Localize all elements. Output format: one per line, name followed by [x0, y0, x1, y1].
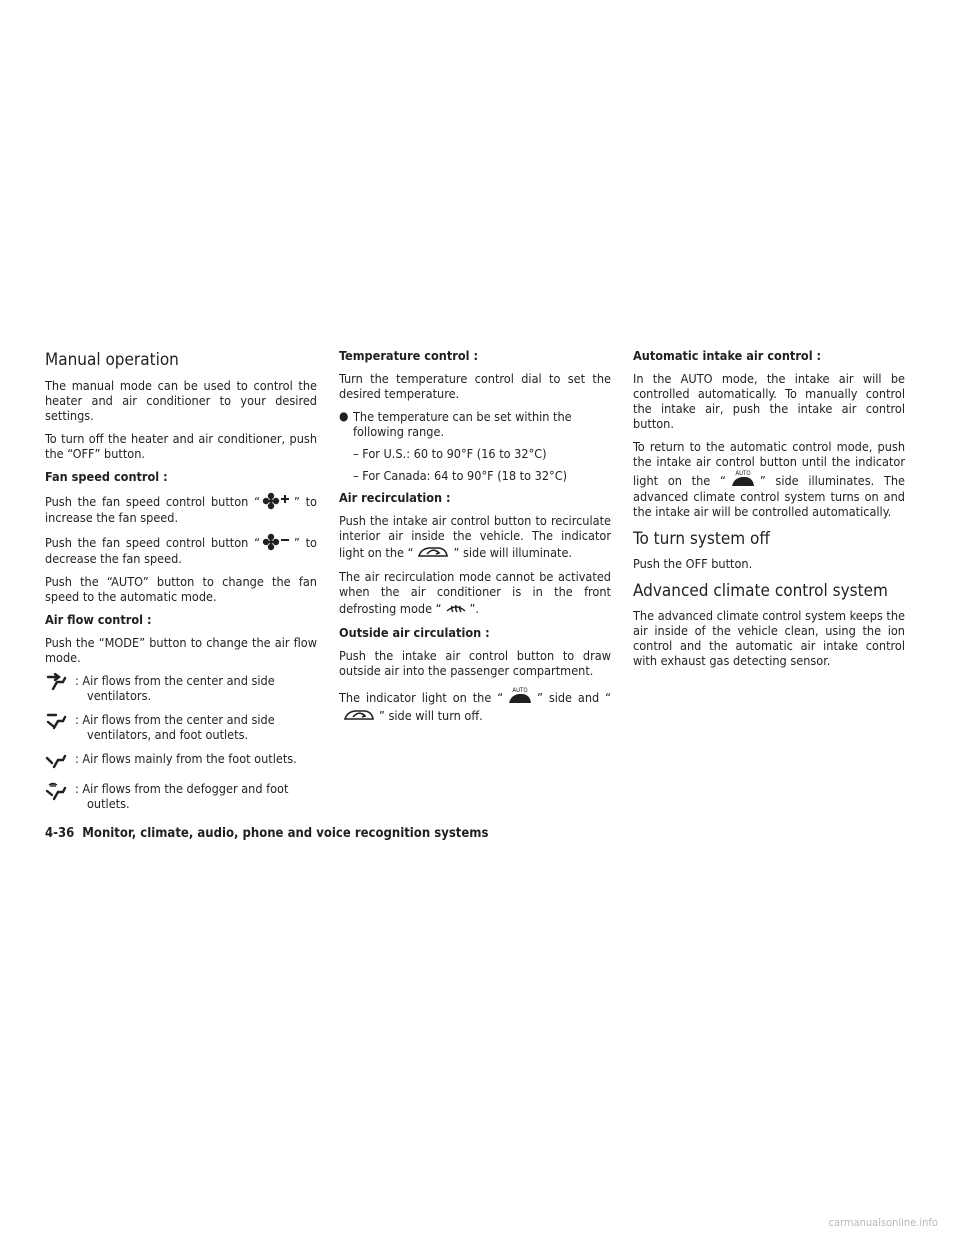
auto-intake-text: In the AUTO mode, the intake air will be controlled automatically. To manually control the intake air, push the intake air control button.: [633, 371, 905, 431]
advanced-climate-heading: Advanced climate control system: [633, 581, 888, 601]
manual-operation-heading: Manual operation: [45, 350, 179, 370]
vent-face-icon: [45, 673, 69, 691]
section-title: Monitor, climate, audio, phone and voice recognition systems: [82, 826, 489, 841]
column-2: [339, 348, 611, 732]
column-3: [633, 348, 905, 676]
recirculation-defrost-text: The air recirculation mode cannot be activated when the air conditioner is in the front defrosting mode “ ”.: [339, 569, 611, 616]
temperature-bullet: ● The temperature can be set within the following range.: [339, 409, 572, 439]
fan-speed-heading: Fan speed control :: [45, 469, 168, 484]
recirculation-icon: [415, 543, 451, 561]
mode-bilevel: : Air flows from the center and side ventilators, and foot outlets.: [45, 712, 317, 742]
svg-text:AUTO: AUTO: [735, 470, 751, 477]
mode-foot: : Air flows mainly from the foot outlets.: [45, 751, 317, 772]
temperature-heading: Temperature control :: [339, 348, 478, 363]
fan-increase-text: Push the fan speed control button “ ” to increase the fan speed.: [45, 494, 317, 525]
advanced-climate-text: The advanced climate control system keeps the air inside of the vehicle clean, using the ion control and the automatic air intake control with exhaust gas detecting sensor.: [633, 608, 905, 668]
outside-air-heading: Outside air circulation :: [339, 625, 490, 640]
recirculation-text: Push the intake air control button to recirculate interior air inside the vehicle. The indicator light on the “ ” side will illuminate.: [339, 513, 611, 560]
recirculation-icon: [341, 706, 377, 724]
temperature-text: Turn the temperature control dial to set the desired temperature.: [339, 371, 611, 401]
vent-bilevel-icon: [45, 712, 69, 730]
mode-face: : Air flows from the center and side ventilators.: [45, 673, 317, 703]
off-instruction: To turn off the heater and air conditioner, push the “OFF” button.: [45, 431, 317, 461]
auto-intake-heading: Automatic intake air control :: [633, 348, 822, 363]
front-defrost-icon: [444, 599, 468, 617]
fan-auto-text: Push the “AUTO” button to change the fan speed to the automatic mode.: [45, 574, 317, 604]
outside-air-text: Push the intake air control button to draw outside air into the passenger compartment.: [339, 648, 611, 678]
mode-defrost-foot: : Air flows from the defogger and foot outlets.: [45, 781, 317, 811]
svg-text:AUTO: AUTO: [512, 687, 528, 694]
fan-minus-icon: [262, 533, 292, 551]
auto-intake-icon: [505, 686, 535, 706]
airflow-heading: Air flow control :: [45, 612, 152, 627]
page-footer: [45, 826, 488, 841]
column-1: [45, 348, 317, 820]
recirculation-heading: Air recirculation :: [339, 490, 451, 505]
auto-return-text: To return to the automatic control mode, push the intake air control button until the indicator light on the “ AUTO ” side illuminates. The advanced climate control system turns on and the intake air will be controlled automatically.: [633, 439, 905, 519]
manual-intro: The manual mode can be used to control the heater and air conditioner to your desired settings.: [45, 378, 317, 423]
outside-air-indicator-text: The indicator light on the “ AUTO ” side and “ ” side will turn off.: [339, 687, 611, 723]
fan-decrease-text: Push the fan speed control button “ ” to decrease the fan speed.: [45, 535, 317, 566]
vent-foot-icon: [45, 751, 69, 769]
range-us: – For U.S.: 60 to 90°F (16 to 32°C): [353, 446, 547, 461]
vent-defrost-foot-icon: [45, 781, 69, 801]
auto-intake-icon: [728, 469, 758, 489]
fan-plus-icon: [262, 492, 292, 510]
range-canada: – For Canada: 64 to 90°F (18 to 32°C): [353, 468, 568, 483]
turn-off-text: Push the OFF button.: [633, 556, 753, 571]
turn-off-heading: To turn system off: [633, 529, 770, 549]
airflow-text: Push the “MODE” button to change the air flow mode.: [45, 635, 317, 665]
watermark: carmanualsonline.info: [828, 1216, 938, 1229]
bullet-icon: ●: [339, 409, 349, 423]
page-number: 4-36: [45, 826, 75, 841]
